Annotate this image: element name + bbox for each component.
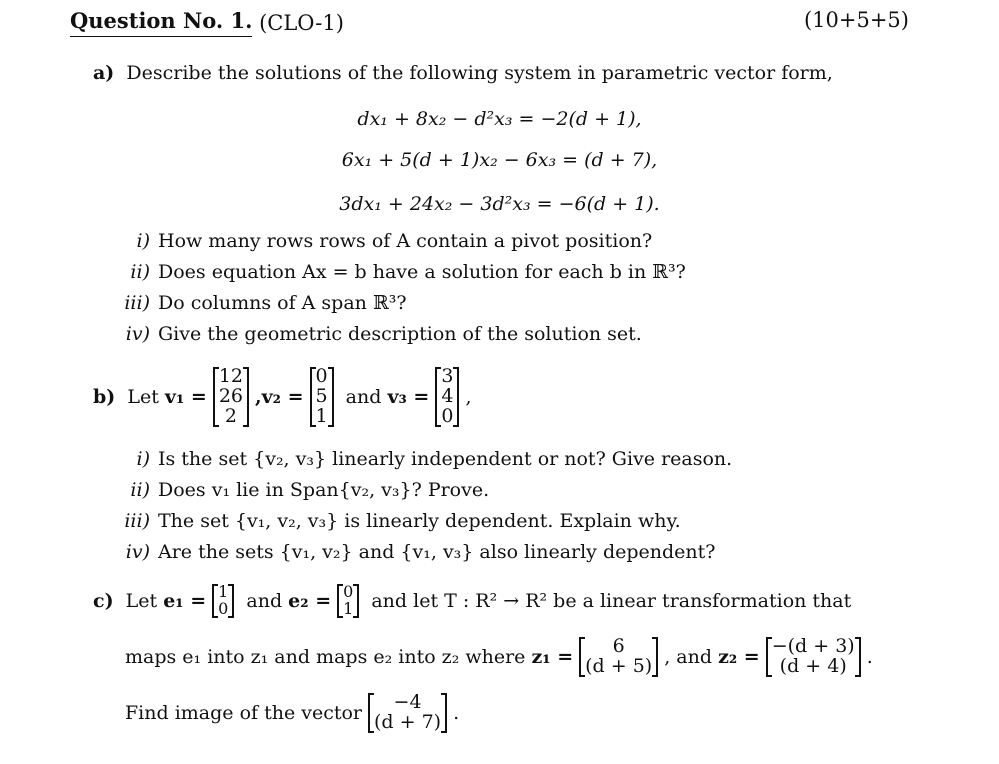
part-c-line-3 <box>125 688 459 738</box>
text: Is the set {v₂, v₃} linearly independent or not? Give reason. <box>158 448 733 470</box>
z2-label: z₂ = <box>718 646 760 668</box>
text: −(d + 3) <box>771 635 855 658</box>
text: 0 <box>218 599 229 618</box>
text: 0 <box>343 582 354 602</box>
question-number: Question No. 1. <box>70 8 252 37</box>
text: (d + 7) <box>374 711 442 733</box>
vector-z1 <box>579 637 658 677</box>
vector-v2 <box>310 367 334 427</box>
part-b-item <box>80 479 489 501</box>
v1-label: v₁ = <box>164 386 207 408</box>
text: Does v₁ lie in Span{v₂, v₃}? Prove. <box>158 479 490 501</box>
text: . <box>453 702 460 724</box>
text: (d + 5) <box>585 655 653 677</box>
text: and <box>246 590 283 612</box>
text: How many rows rows of A contain a pivot position? <box>158 230 653 252</box>
text: i) <box>136 230 150 252</box>
text: Give the geometric description of the solution set. <box>158 323 642 345</box>
v3-label: v₃ = <box>387 386 430 408</box>
text: maps e₁ into z₁ and maps e₂ into z₂ where <box>125 646 526 668</box>
text: Are the sets {v₁, v₂} and {v₁, v₃} also linearly dependent? <box>158 541 716 563</box>
text: iv) <box>125 541 150 563</box>
vector-v3 <box>435 367 459 427</box>
text: 12 <box>218 365 244 388</box>
part-c-line-1 <box>93 578 851 624</box>
text: ii) <box>130 261 150 283</box>
text: Let <box>125 590 158 612</box>
text: ii) <box>130 479 150 501</box>
vector-z2 <box>766 637 861 677</box>
vector-v1 <box>213 367 249 427</box>
vector-e2 <box>337 584 359 618</box>
question-title <box>70 8 344 37</box>
text: iii) <box>124 510 150 532</box>
text: Find image of the vector <box>125 702 363 724</box>
text: Let <box>127 386 159 408</box>
part-a-item <box>80 323 642 345</box>
part-c-label: c) <box>93 590 114 612</box>
text: 6 <box>612 635 625 658</box>
part-a-label: a) <box>93 62 115 84</box>
e1-label: e₁ = <box>163 590 207 612</box>
part-a-intro <box>93 62 833 84</box>
part-a-text: Describe the solutions of the following system in parametric vector form, <box>126 62 833 84</box>
text: −4 <box>393 691 422 714</box>
text: and let T : R² → R² be a linear transformation that <box>371 590 852 612</box>
text: 1 <box>343 599 354 618</box>
v2-label: ,v₂ = <box>255 386 304 408</box>
part-b-item <box>80 541 715 563</box>
part-a-item <box>80 292 407 314</box>
text: and <box>345 386 382 408</box>
text: 2 <box>224 404 237 427</box>
text: 26 <box>218 385 244 408</box>
equation-1: dx₁ + 8x₂ − d²x₃ = −2(d + 1), <box>357 108 642 130</box>
text: 3 <box>441 365 454 388</box>
text: 1 <box>315 404 328 427</box>
text: 0 <box>441 404 454 427</box>
text: . <box>866 646 873 668</box>
part-b-item <box>80 448 732 470</box>
text: , <box>465 386 472 408</box>
part-b-item <box>80 510 681 532</box>
part-b-label: b) <box>93 386 116 408</box>
part-c-line-2 <box>125 632 873 682</box>
z1-label: z₁ = <box>531 646 574 668</box>
text: iii) <box>124 292 150 314</box>
text: 5 <box>315 385 328 408</box>
part-a-item <box>80 230 652 252</box>
part-b-intro <box>93 355 472 439</box>
part-a-item <box>80 261 686 283</box>
text: (d + 4) <box>779 655 847 677</box>
vector-e1 <box>212 584 234 618</box>
clo-label: (CLO-1) <box>259 10 344 35</box>
equation-3: 3dx₁ + 24x₂ − 3d²x₃ = −6(d + 1). <box>339 193 660 215</box>
text: The set {v₁, v₂, v₃} is linearly dependent. Explain why. <box>158 510 681 532</box>
text: iv) <box>125 323 150 345</box>
text: Does equation Ax = b have a solution for each b in ℝ³? <box>158 261 686 283</box>
text: 1 <box>218 582 229 602</box>
text: Do columns of A span ℝ³? <box>158 292 407 314</box>
text: 0 <box>315 365 328 388</box>
text: 4 <box>441 385 454 408</box>
marks: (10+5+5) <box>803 8 909 32</box>
vector-input <box>368 693 447 733</box>
text: i) <box>136 448 150 470</box>
equation-2: 6x₁ + 5(d + 1)x₂ − 6x₃ = (d + 7), <box>341 149 658 171</box>
e2-label: e₂ = <box>288 590 332 612</box>
text: , and <box>664 646 713 668</box>
